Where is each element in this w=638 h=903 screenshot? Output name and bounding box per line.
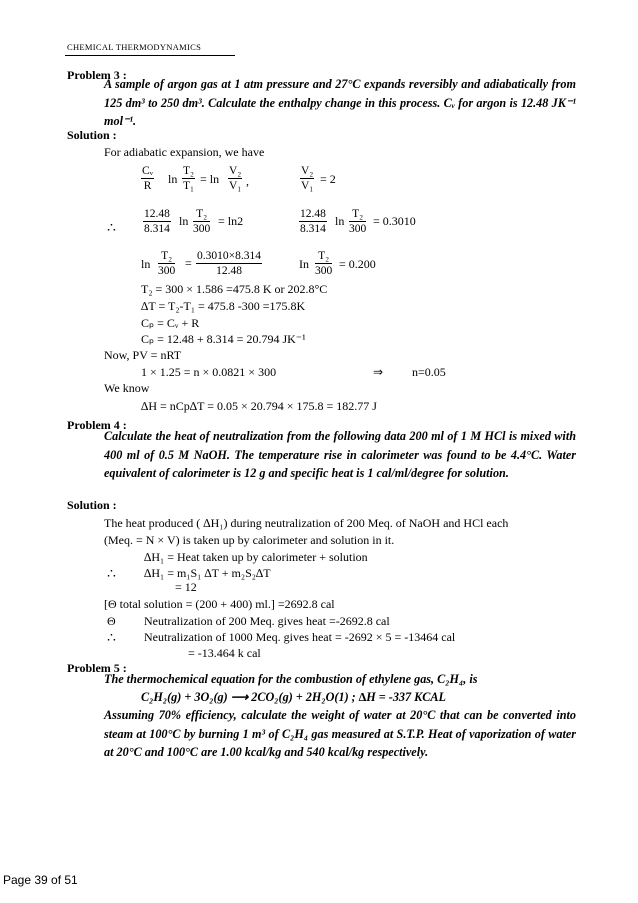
equals-2: = 2	[320, 172, 336, 186]
ln-symbol: ln	[168, 172, 178, 186]
solution-4-line-3: ∆H₁ = Heat taken up by calorimeter + solution	[144, 550, 368, 564]
page-number: Page 39 of 51	[3, 873, 78, 887]
problem-3-statement: A sample of argon gas at 1 atm pressure and 27°C expands reversibly and adiabatically from 125 dm³ to 250 dm³. Calculate the enthalpy change in this process. Cᵥ for argon is 12.48 JK⁻¹ mol⁻¹.	[104, 77, 576, 128]
therefore-symbol-2: ∴	[107, 567, 116, 582]
fraction-v2-v1-b: V₂ V₁	[301, 165, 314, 192]
cp-definition: Cₚ = Cᵥ + R	[141, 316, 200, 330]
solution-4-line-8: Neutralization of 1000 Meq. gives heat = -2692 × 5 = -13464 cal	[144, 630, 456, 644]
equals-sign: =	[185, 256, 192, 270]
fraction-1248-8314-b: 12.48 8.314	[300, 208, 326, 235]
problem-5-intro: The thermochemical equation for the combustion of ethylene gas, C₂H₄, is	[104, 672, 478, 686]
fraction-cv-r: Cᵥ R	[142, 165, 154, 192]
solution-4-line-4: ∆H₁ = m₁S₁ ∆T + m₂S₂∆T	[144, 566, 271, 580]
t2-line: T₂ = 300 × 1.586 =475.8 K or 202.8°C	[141, 282, 328, 296]
solution-4-label: Solution :	[67, 498, 117, 512]
solution-4-line-7: Neutralization of 200 Meq. gives heat =-2692.8 cal	[144, 614, 390, 628]
fraction-1248-8314: 12.48 8.314	[144, 208, 170, 235]
fraction-t2-300-d: T₂ 300	[315, 250, 333, 277]
cp-value: Cₚ = 12.48 + 8.314 = 20.794 JK⁻¹	[141, 332, 306, 346]
fraction-t2-300: T₂ 300	[193, 208, 211, 235]
fraction-t2-300-c: T₂ 300	[158, 250, 176, 277]
fraction-t2-300-b: T₂ 300	[349, 208, 367, 235]
problem-5-heading: Problem 5 :	[67, 661, 127, 675]
solution-4-line-1: The heat produced ( ∆H₁) during neutralization of 200 Meq. of NaOH and HCl each	[104, 516, 509, 530]
solution-3-label: Solution :	[67, 128, 117, 142]
ideal-gas-line: Now, PV = nRT	[104, 348, 182, 362]
fraction-v2-v1: V₂ V₁	[229, 165, 242, 192]
solution-4-line-5: = 12	[175, 580, 197, 594]
moles-equation: 1 × 1.25 = n × 0.0821 × 300	[141, 365, 277, 379]
problem-4-heading: Problem 4 :	[67, 418, 127, 432]
therefore-symbol-3: ∴	[107, 631, 116, 646]
running-header: CHEMICAL THERMODYNAMICS	[67, 42, 202, 52]
solution-4-line-9: = -13.464 k cal	[188, 646, 261, 660]
problem-5-equation: C₂H₂(g) + 3O₂(g) ⟶ 2CO₂(g) + 2H₂O(1) ; ∆H = -337 KCAL	[141, 690, 446, 704]
equals-0200: = 0.200	[339, 257, 376, 271]
solution-3-intro: For adiabatic expansion, we have	[104, 145, 265, 159]
ln-symbol-4: ln	[141, 257, 151, 271]
moles-result: n=0.05	[412, 365, 446, 379]
we-know-line: We know	[104, 381, 150, 395]
fraction-t2-t1: T₂ T₁	[183, 165, 195, 192]
implies-symbol: ⇒	[373, 365, 384, 379]
problem-3-heading: Problem 3 :	[67, 68, 127, 82]
header-rule	[65, 55, 235, 56]
equals-ln: = ln	[200, 172, 220, 186]
equals-03010: = 0.3010	[373, 214, 416, 228]
solution-4-line-6: [Θ total solution = (200 + 400) ml.] =2692.8 cal	[104, 597, 335, 611]
enthalpy-result: ∆H = nCp∆T = 0.05 × 20.794 × 175.8 = 182.77 J	[141, 399, 377, 413]
solution-4-line-2: (Meq. = N × V) is taken up by calorimeter and solution in it.	[104, 533, 395, 547]
ln-symbol-2: ln	[179, 214, 189, 228]
fraction-expression: 0.3010×8.314 12.48	[197, 250, 261, 277]
therefore-symbol: ∴	[107, 221, 116, 236]
equals-ln2: = ln2	[218, 214, 244, 228]
problem-4-statement: Calculate the heat of neutralization from the following data 200 ml of 1 M HCl is mixed with 400 ml of 0.5 M NaOH. The temperature rise in calorimeter was found to be 4.4°C. Water equivalent of calorimeter is 12 g and specific heat is 1 cal/ml/degree for solution.	[104, 429, 576, 480]
because-symbol: Θ	[107, 614, 116, 628]
comma: ,	[246, 174, 249, 188]
ln-symbol-3: ln	[335, 214, 345, 228]
problem-5-statement: Assuming 70% efficiency, calculate the weight of water at 20°C that can be converted into steam at 100°C by burning 1 m³ of C₂H₄ gas measured at S.T.P. Heat of vaporization of water at 20°C and 100°C are 1.00 kcal/kg and 540 kcal/kg respectively.	[104, 708, 576, 759]
in-symbol: In	[299, 257, 309, 271]
delta-t-line: ∆T = T₂-T₁ = 475.8 -300 =175.8K	[141, 299, 306, 313]
